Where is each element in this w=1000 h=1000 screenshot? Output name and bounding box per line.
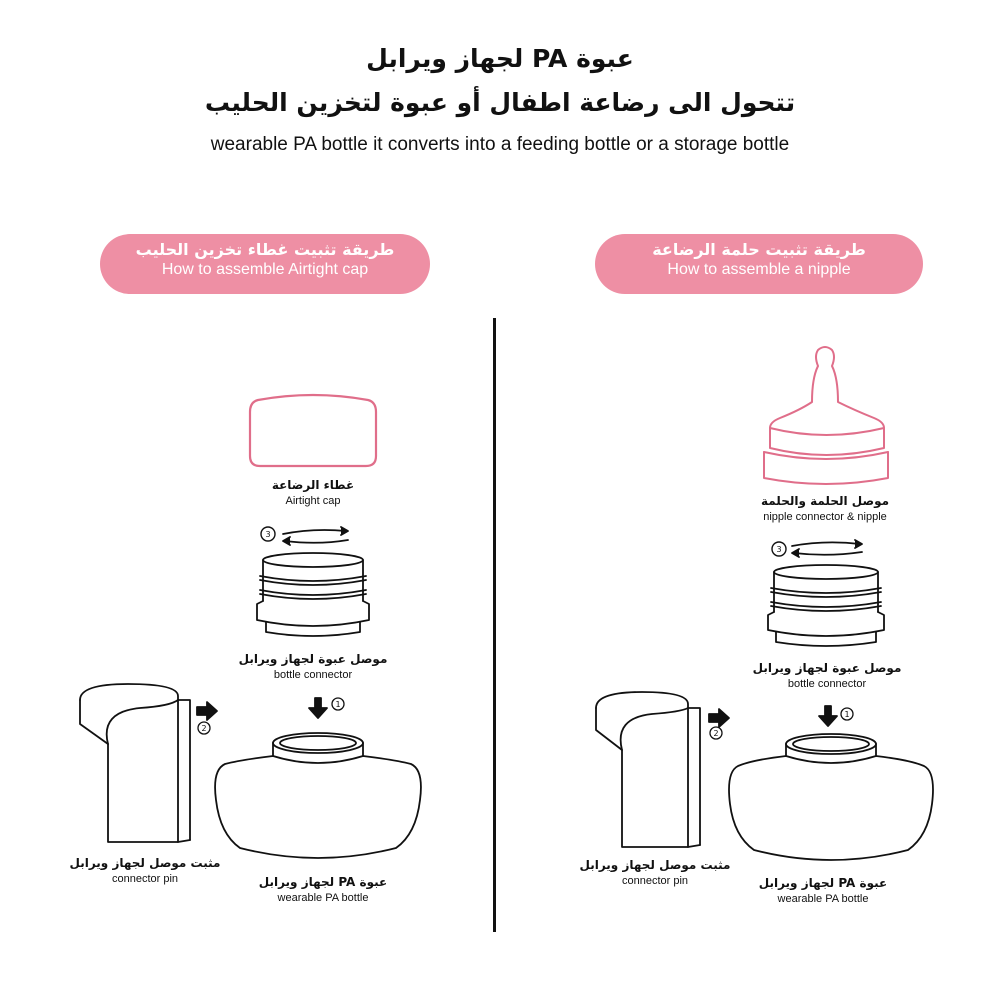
nipple-label-en: nipple connector & nipple [763,511,887,523]
bottle-connector-right-label-ar: موصل عبوة لجهاز ويرابل [752,661,902,675]
step1-arrow-right-icon [819,706,837,726]
bottle-connector-icon [257,553,369,636]
connector-pin-icon [80,684,190,842]
nipple-label [735,494,915,523]
step2-number-right: 2 [713,729,719,738]
connector-pin-right-label-en: connector pin [621,875,689,887]
rotate-arrows-right-icon [772,540,862,557]
bottle-label [243,875,403,904]
step3-number-right: 3 [776,545,782,554]
rotate-arrows-icon [261,527,348,545]
nipple-heading-ar: طريقة تثبيت حلمة الرضاعة [652,240,866,259]
bottle-right-label [743,876,903,905]
bottle-right-label-en: wearable PA bottle [777,893,869,905]
step1-number-right: 1 [844,710,850,719]
connector-pin-right-label-ar: مثبت موصل لجهاز ويرابل [579,858,731,872]
bottle-connector-right-label-en: bottle connector [787,678,867,690]
airtight-cap-label-en: Airtight cap [285,495,341,507]
step1-number: 1 [335,700,341,709]
bottle-connector-right-icon [768,565,884,646]
airtight-cap-heading-en: How to assemble Airtight cap [161,261,369,278]
step2-number: 2 [201,724,207,733]
bottle-connector-right-label [737,661,917,690]
bottle-connector-label-ar: موصل عبوة لجهاز ويرابل [238,652,388,666]
airtight-cap-label-ar: غطاء الرضاعة [271,478,355,492]
title-arabic-line1: عبوة PA لجهاز ويرابل [366,44,634,73]
nipple-label-ar: موصل الحلمة والحلمة [760,494,890,508]
bottle-connector-label [223,652,403,681]
wearable-bottle-right-icon [729,734,933,860]
connector-pin-right-icon [596,692,700,847]
bottle-label-ar: عبوة PA لجهاز ويرابل [258,875,388,889]
airtight-cap-icon [250,395,376,466]
connector-pin-label [60,856,230,885]
connector-pin-right-label [570,858,740,887]
wearable-bottle-icon [215,733,421,858]
step2-arrow-icon [197,702,217,720]
nipple-icon [764,347,888,484]
connector-pin-label-en: connector pin [111,873,179,885]
step1-arrow-icon [309,698,327,718]
airtight-cap-heading-ar: طريقة تثبيت غطاء تخزين الحليب [135,240,395,259]
step2-arrow-right-icon [709,709,729,727]
title-english: wearable PA bottle it converts into a feeding bottle or a storage bottle [210,134,790,155]
bottle-right-label-ar: عبوة PA لجهاز ويرابل [758,876,888,890]
nipple-heading-en: How to assemble a nipple [667,261,851,278]
airtight-cap-label [233,478,393,507]
title-arabic-line2: تتحول الى رضاعة اطفال أو عبوة لتخزين الحليب [204,88,796,117]
bottle-connector-label-en: bottle connector [273,669,353,681]
bottle-label-en: wearable PA bottle [277,892,369,904]
step3-number: 3 [265,530,271,539]
connector-pin-label-ar: مثبت موصل لجهاز ويرابل [69,856,221,870]
